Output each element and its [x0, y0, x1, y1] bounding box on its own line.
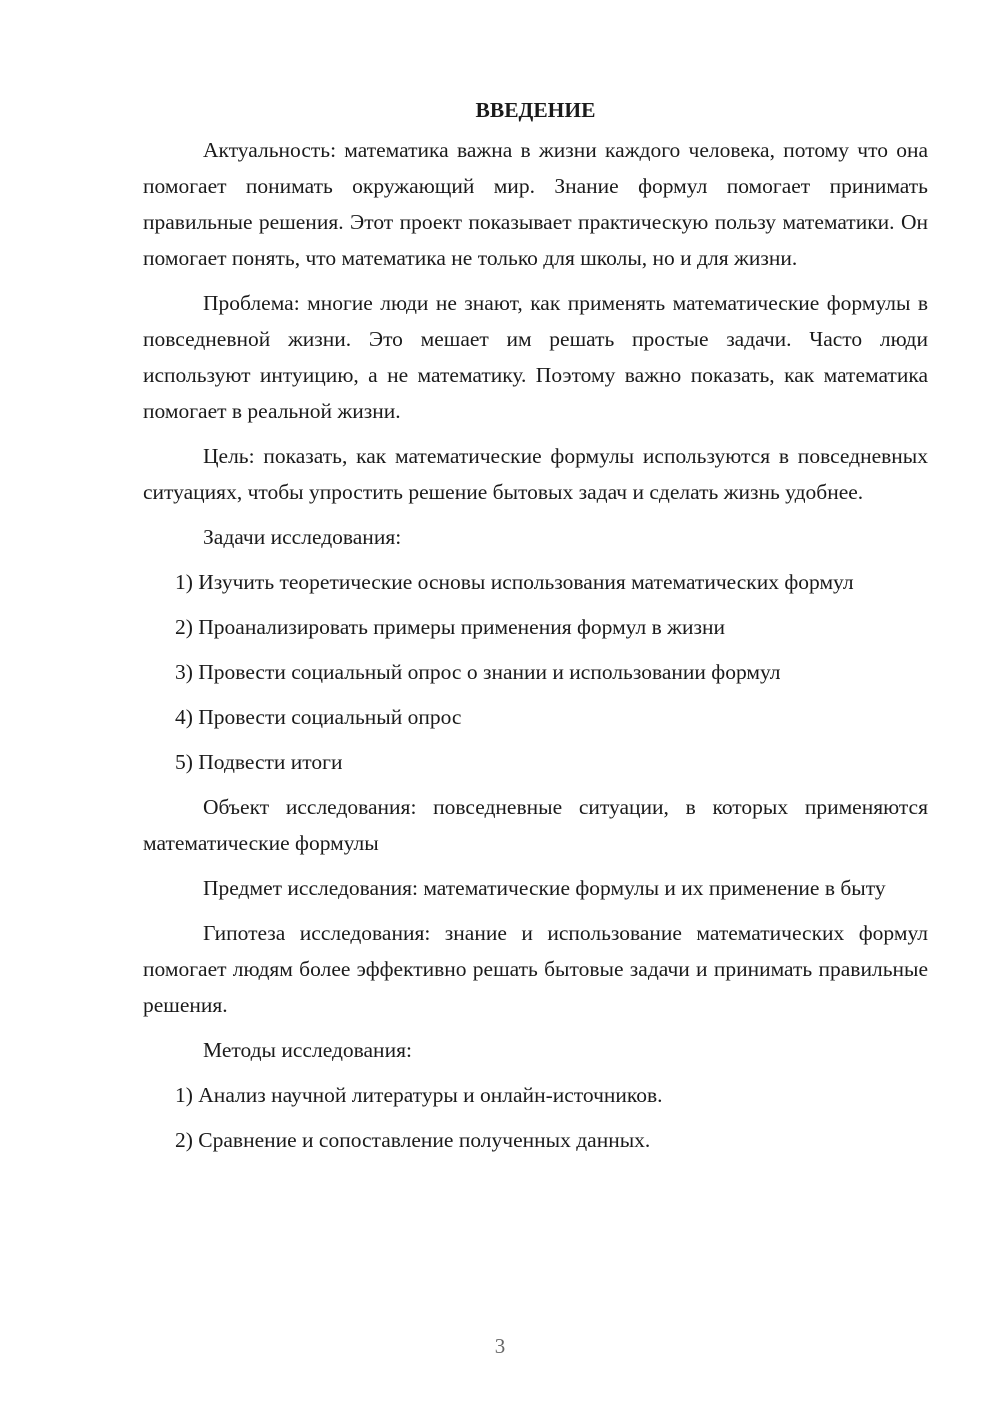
- object-paragraph: Объект исследования: повседневные ситуации, в которых применяются математические формулы: [143, 795, 928, 855]
- methods-heading: Методы исследования:: [203, 1038, 412, 1062]
- subject-paragraph: Предмет исследования: математические формулы и их применение в быту: [203, 876, 886, 900]
- task-item-2: 2) Проанализировать примеры применения формул в жизни: [175, 615, 725, 639]
- tasks-heading: Задачи исследования:: [203, 525, 402, 549]
- hypothesis-paragraph: Гипотеза исследования: знание и использование математических формул помогает людям более эффективно решать бытовые задачи и принимать правильные решения.: [143, 921, 928, 1017]
- task-item-4: 4) Провести социальный опрос: [175, 705, 462, 729]
- relevance-paragraph: Актуальность: математика важна в жизни каждого человека, потому что она помогает понимать окружающий мир. Знание формул помогает принимать правильные решения. Этот проект показывает практическую пользу математики. Он помогает понять, что математика не только для школы, но и для жизни.: [143, 138, 928, 270]
- method-item-2: 2) Сравнение и сопоставление полученных данных.: [175, 1128, 651, 1152]
- task-item-3: 3) Провести социальный опрос о знании и использовании формул: [175, 660, 781, 684]
- task-item-5: 5) Подвести итоги: [175, 750, 343, 774]
- page-content: [143, 92, 928, 1167]
- section-title: ВВЕДЕНИЕ: [475, 98, 596, 122]
- page-number: 3: [494, 1334, 506, 1358]
- problem-paragraph: Проблема: многие люди не знают, как применять математические формулы в повседневной жизни. Это мешает им решать простые задачи. Часто люди используют интуицию, а не математику. Поэтому важно показать, как математика помогает в реальной жизни.: [143, 291, 928, 423]
- method-item-1: 1) Анализ научной литературы и онлайн-источников.: [175, 1083, 663, 1107]
- goal-paragraph: Цель: показать, как математические формулы используются в повседневных ситуациях, чтобы упростить решение бытовых задач и сделать жизнь удобнее.: [143, 444, 928, 504]
- task-item-1: 1) Изучить теоретические основы использования математических формул: [175, 570, 854, 594]
